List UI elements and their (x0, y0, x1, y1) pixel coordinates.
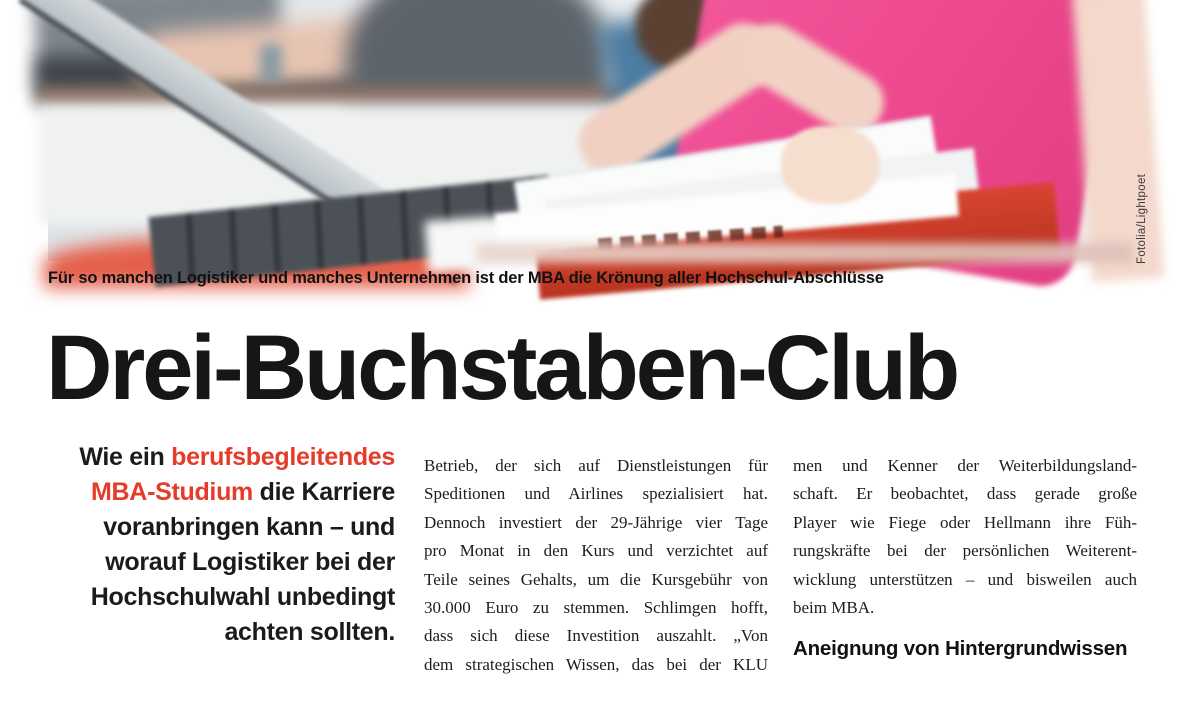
standfirst-highlight: berufsbegleitendes (171, 443, 395, 471)
body-line: Teile seines Gehalts, um die Kursgebühr von (424, 569, 768, 589)
body-line: wicklung unterstützen – und bisweilen auch (793, 569, 1137, 589)
standfirst-line: achten sollten. (224, 618, 395, 646)
standfirst-line: voranbringen kann – und (103, 513, 395, 541)
body-line: Speditionen und Airlines spezialisiert hat. (424, 484, 768, 504)
body-line: men und Kenner der Weiterbildungsland- (793, 456, 1137, 475)
standfirst-line (60, 440, 395, 475)
article-headline: Drei-Buchstaben-Club (46, 317, 958, 419)
article-photo (48, 0, 1133, 261)
body-line: 30.000 Euro zu stemmen. Schlimgen hofft, (424, 597, 768, 617)
photo-woman-right-arm (1072, 0, 1164, 282)
body-line: beim MBA. (793, 597, 875, 617)
standfirst-line (60, 475, 395, 510)
section-subhead: Aneignung von Hintergrundwissen (793, 637, 1128, 661)
body-line: Dennoch investiert der 29-Jährige vier Tage (424, 512, 768, 532)
standfirst-highlight: MBA-Studium (91, 478, 260, 506)
body-line: Player wie Fiege oder Hellmann ihre Füh- (793, 512, 1137, 532)
standfirst-line: worauf Logistiker bei der (105, 548, 395, 576)
body-line: schaft. Er beobachtet, dass gerade große (793, 484, 1137, 504)
standfirst-text: die Karriere (259, 478, 395, 506)
article-column-middle (424, 452, 768, 679)
photo-woman-hand (781, 126, 879, 204)
photo-credit: Fotolia/Lightpoet (1136, 173, 1148, 264)
body-line: pro Monat in den Kurs und verzichtet auf (424, 541, 768, 561)
photo-wristband (260, 44, 282, 84)
standfirst-line: Hochschulwahl unbedingt (90, 583, 395, 611)
photo-table-reflection (476, 243, 1133, 263)
article-column-right (793, 452, 1137, 661)
body-line: dem strategischen Wissen, das bei der KLU (424, 654, 768, 674)
body-line: rungskräfte bei der persönlichen Weiterent- (793, 541, 1137, 561)
standfirst-text: Wie ein (79, 443, 172, 471)
article-standfirst (60, 440, 395, 650)
body-line: Betrieb, der sich auf Dienstleistungen für (424, 456, 768, 475)
body-line: dass sich diese Investition auszahlt. „Von (424, 626, 768, 646)
photo-caption: Für so manchen Logistiker und manches Unternehmen ist der MBA die Krönung aller Hochschul-Abschlüsse (48, 269, 884, 287)
